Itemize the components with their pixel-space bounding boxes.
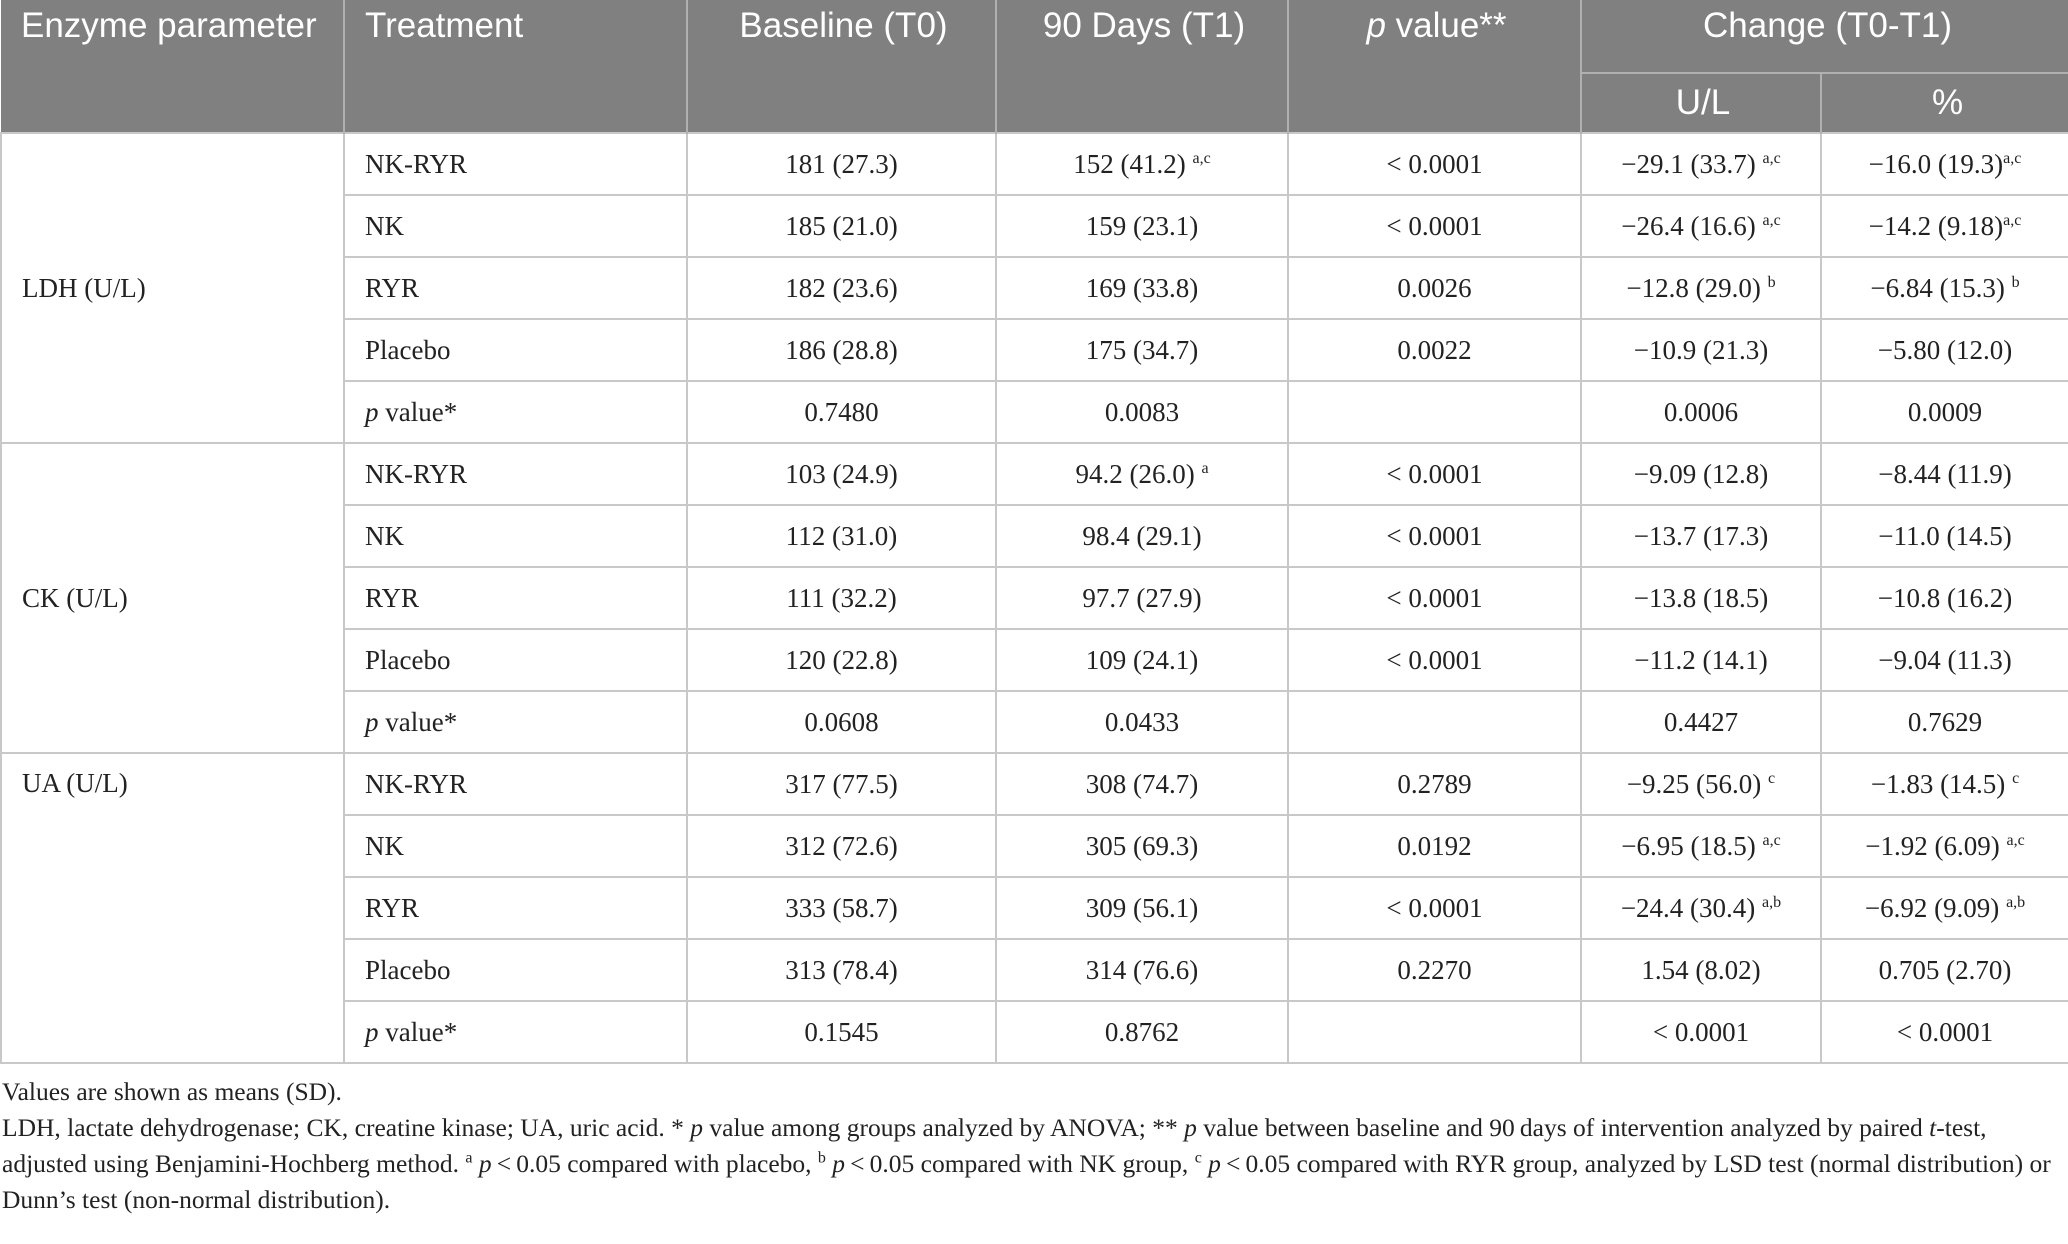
change-ul-cell [1581,381,1821,443]
change-ul-cell [1581,877,1821,939]
baseline-cell: 185 (21.0) [687,195,996,257]
change-pct-value: −11.0 (14.5) [1878,520,2012,551]
header-enzyme-parameter: Enzyme parameter [1,0,344,133]
p-value-cell: 0.0026 [1288,257,1581,319]
day90-cell [996,753,1288,815]
change-ul-value: −13.7 (17.3) [1633,520,1769,551]
change-ul-value: 0.4427 [1663,706,1739,737]
p-label-rest: value* [378,706,458,737]
header-baseline: Baseline (T0) [687,0,996,133]
change-pct-cell [1821,195,2068,257]
change-pct-value: 0.705 (2.70) [1878,954,2012,985]
p-value-cell [1288,1001,1581,1063]
change-ul-value: −12.8 (29.0) [1626,272,1761,303]
treatment-cell: NK-RYR [344,443,687,505]
change-ul-superscript: a,c [1762,149,1781,167]
enzyme-group-label: UA (U/L) [1,753,344,1063]
day90-cell [996,1001,1288,1063]
change-ul-value: −26.4 (16.6) [1621,210,1756,241]
day90-cell [996,877,1288,939]
change-pct-cell [1821,133,2068,195]
p-value-cell: < 0.0001 [1288,443,1581,505]
table-row [1,133,2068,195]
change-ul-superscript: a,c [1762,831,1781,849]
change-pct-cell [1821,877,2068,939]
p-value-cell: < 0.0001 [1288,567,1581,629]
change-pct-value: −8.44 (11.9) [1878,458,2012,489]
table-row [1,753,2068,815]
change-ul-cell [1581,1001,1821,1063]
day90-superscript: a,c [1192,149,1211,167]
change-pct-value: −6.92 (9.09) [1864,892,2000,923]
day90-cell [996,195,1288,257]
change-ul-superscript: b [1767,273,1776,291]
change-ul-value: −10.9 (21.3) [1633,334,1769,365]
day90-value: 169 (33.8) [1085,272,1199,303]
day90-superscript: a [1201,459,1209,477]
header-change-ul: U/L [1581,73,1821,133]
change-pct-cell [1821,567,2068,629]
p-value-cell: < 0.0001 [1288,195,1581,257]
change-ul-value: 1.54 (8.02) [1641,954,1761,985]
treatment-cell: Placebo [344,939,687,1001]
change-pct-superscript: a,c [2003,211,2022,229]
header-treatment: Treatment [344,0,687,133]
p-label-rest: value* [378,396,458,427]
p-value-cell: 0.0192 [1288,815,1581,877]
header-p-rest: value** [1385,6,1507,45]
day90-cell [996,257,1288,319]
change-pct-cell [1821,753,2068,815]
change-pct-value: −6.84 (15.3) [1870,272,2005,303]
treatment-cell: Placebo [344,319,687,381]
p-value-cell [1288,691,1581,753]
day90-value: 0.0433 [1104,706,1180,737]
table-row [1,443,2068,505]
p-value-cell: 0.2270 [1288,939,1581,1001]
change-pct-value: −16.0 (19.3) [1868,148,2004,179]
note-abbreviations: LDH, lactate dehydrogenase; CK, creatine kinase; UA, uric acid. * p value among groups analyzed by ANOVA; ** p value between baseline and 90 days of intervention analyzed by paired t-test, adjusted using Benjamini-Hochberg method. $^a$ p < 0.05 compared with placebo, $^b$ p < 0.05 compared with NK group, $^c$ p < 0.05 compared with RYR group, analyzed by LSD test (normal distribution) or Dunn’s test (non-normal distribution). [2,1113,2051,1214]
day90-value: 109 (24.1) [1085,644,1199,675]
change-ul-value: −9.25 (56.0) [1626,768,1762,799]
change-ul-value: −29.1 (33.7) [1621,148,1756,179]
baseline-cell: 182 (23.6) [687,257,996,319]
p-label-rest: value* [378,1016,458,1047]
treatment-cell: RYR [344,257,687,319]
treatment-cell: RYR [344,567,687,629]
day90-cell [996,939,1288,1001]
p-value-cell: < 0.0001 [1288,505,1581,567]
baseline-cell: 120 (22.8) [687,629,996,691]
day90-cell [996,443,1288,505]
enzyme-group-label: LDH (U/L) [1,133,344,443]
change-ul-cell [1581,753,1821,815]
table-header [1,0,2068,133]
p-value-cell: 0.0022 [1288,319,1581,381]
day90-value: 305 (69.3) [1085,830,1199,861]
baseline-cell: 313 (78.4) [687,939,996,1001]
baseline-cell: 0.0608 [687,691,996,753]
change-pct-cell [1821,319,2068,381]
day90-value: 97.7 (27.9) [1082,582,1202,613]
day90-value: 152 (41.2) [1073,148,1186,179]
change-pct-cell [1821,505,2068,567]
header-p-value [1288,0,1581,133]
change-pct-value: −10.8 (16.2) [1877,582,2013,613]
change-ul-cell [1581,319,1821,381]
change-ul-value: < 0.0001 [1652,1016,1750,1047]
note-values: Values are shown as means (SD). [2,1077,342,1106]
day90-cell [996,815,1288,877]
change-pct-value: 0.7629 [1907,706,1983,737]
baseline-cell: 312 (72.6) [687,815,996,877]
change-pct-cell [1821,629,2068,691]
change-ul-cell [1581,505,1821,567]
change-ul-cell [1581,133,1821,195]
change-pct-cell [1821,381,2068,443]
p-label-italic: p [365,396,379,427]
change-pct-value: −5.80 (12.0) [1877,334,2013,365]
change-ul-cell [1581,629,1821,691]
p-label-italic: p [365,706,379,737]
p-value-cell: 0.2789 [1288,753,1581,815]
change-pct-cell [1821,1001,2068,1063]
change-pct-cell [1821,257,2068,319]
treatment-cell: RYR [344,877,687,939]
change-pct-value: −14.2 (9.18) [1868,210,2004,241]
change-ul-cell [1581,195,1821,257]
change-pct-cell [1821,939,2068,1001]
p-value-cell: < 0.0001 [1288,629,1581,691]
change-ul-value: −24.4 (30.4) [1620,892,1756,923]
treatment-cell: NK [344,195,687,257]
baseline-cell: 112 (31.0) [687,505,996,567]
p-label-italic: p [365,1016,379,1047]
change-ul-value: −13.8 (18.5) [1633,582,1769,613]
p-value-cell [1288,381,1581,443]
baseline-cell: 111 (32.2) [687,567,996,629]
change-ul-cell [1581,443,1821,505]
day90-cell [996,381,1288,443]
change-pct-value: −1.92 (6.09) [1865,830,2000,861]
header-change: Change (T0-T1) [1581,0,2068,73]
baseline-cell: 186 (28.8) [687,319,996,381]
change-pct-superscript: a,c [2006,831,2025,849]
day90-cell [996,629,1288,691]
change-ul-superscript: c [1768,769,1776,787]
day90-value: 94.2 (26.0) [1075,458,1195,489]
p-value-cell: < 0.0001 [1288,133,1581,195]
header-change-pct: % [1821,73,2068,133]
baseline-cell: 0.7480 [687,381,996,443]
change-ul-value: −11.2 (14.1) [1634,644,1768,675]
baseline-cell: 0.1545 [687,1001,996,1063]
treatment-cell: NK [344,505,687,567]
change-ul-superscript: a,b [1762,893,1782,911]
day90-value: 308 (74.7) [1085,768,1199,799]
change-pct-superscript: a,c [2003,149,2022,167]
baseline-cell: 333 (58.7) [687,877,996,939]
day90-value: 0.8762 [1104,1016,1180,1047]
day90-value: 309 (56.1) [1085,892,1199,923]
day90-cell [996,133,1288,195]
p-value-cell: < 0.0001 [1288,877,1581,939]
baseline-cell: 181 (27.3) [687,133,996,195]
day90-value: 0.0083 [1104,396,1180,427]
change-pct-superscript: a,b [2006,893,2026,911]
change-ul-value: −6.95 (18.5) [1621,830,1756,861]
treatment-cell: Placebo [344,629,687,691]
change-pct-superscript: b [2011,273,2020,291]
treatment-cell [344,381,687,443]
change-ul-value: −9.09 (12.8) [1633,458,1769,489]
change-pct-value: 0.0009 [1907,396,1983,427]
day90-value: 314 (76.6) [1085,954,1199,985]
change-pct-superscript: c [2012,769,2020,787]
day90-cell [996,567,1288,629]
change-pct-value: −1.83 (14.5) [1870,768,2006,799]
change-ul-cell [1581,691,1821,753]
change-pct-cell [1821,443,2068,505]
header-90-days: 90 Days (T1) [996,0,1288,133]
treatment-cell: NK-RYR [344,133,687,195]
change-ul-cell [1581,939,1821,1001]
change-ul-cell [1581,567,1821,629]
change-ul-superscript: a,c [1762,211,1781,229]
day90-cell [996,319,1288,381]
table-body [1,133,2068,1063]
enzyme-group-label: CK (U/L) [1,443,344,753]
day90-value: 159 (23.1) [1085,210,1199,241]
change-ul-value: 0.0006 [1663,396,1739,427]
change-pct-value: −9.04 (11.3) [1878,644,2012,675]
day90-value: 98.4 (29.1) [1082,520,1202,551]
treatment-cell: NK-RYR [344,753,687,815]
change-pct-cell [1821,815,2068,877]
header-p-italic: p [1366,6,1386,45]
day90-cell [996,691,1288,753]
table-notes [0,1064,2068,1218]
day90-cell [996,505,1288,567]
change-ul-cell [1581,257,1821,319]
change-ul-cell [1581,815,1821,877]
baseline-cell: 317 (77.5) [687,753,996,815]
treatment-cell [344,1001,687,1063]
baseline-cell: 103 (24.9) [687,443,996,505]
day90-value: 175 (34.7) [1085,334,1199,365]
change-pct-cell [1821,691,2068,753]
change-pct-value: < 0.0001 [1896,1016,1994,1047]
treatment-cell: NK [344,815,687,877]
treatment-cell [344,691,687,753]
